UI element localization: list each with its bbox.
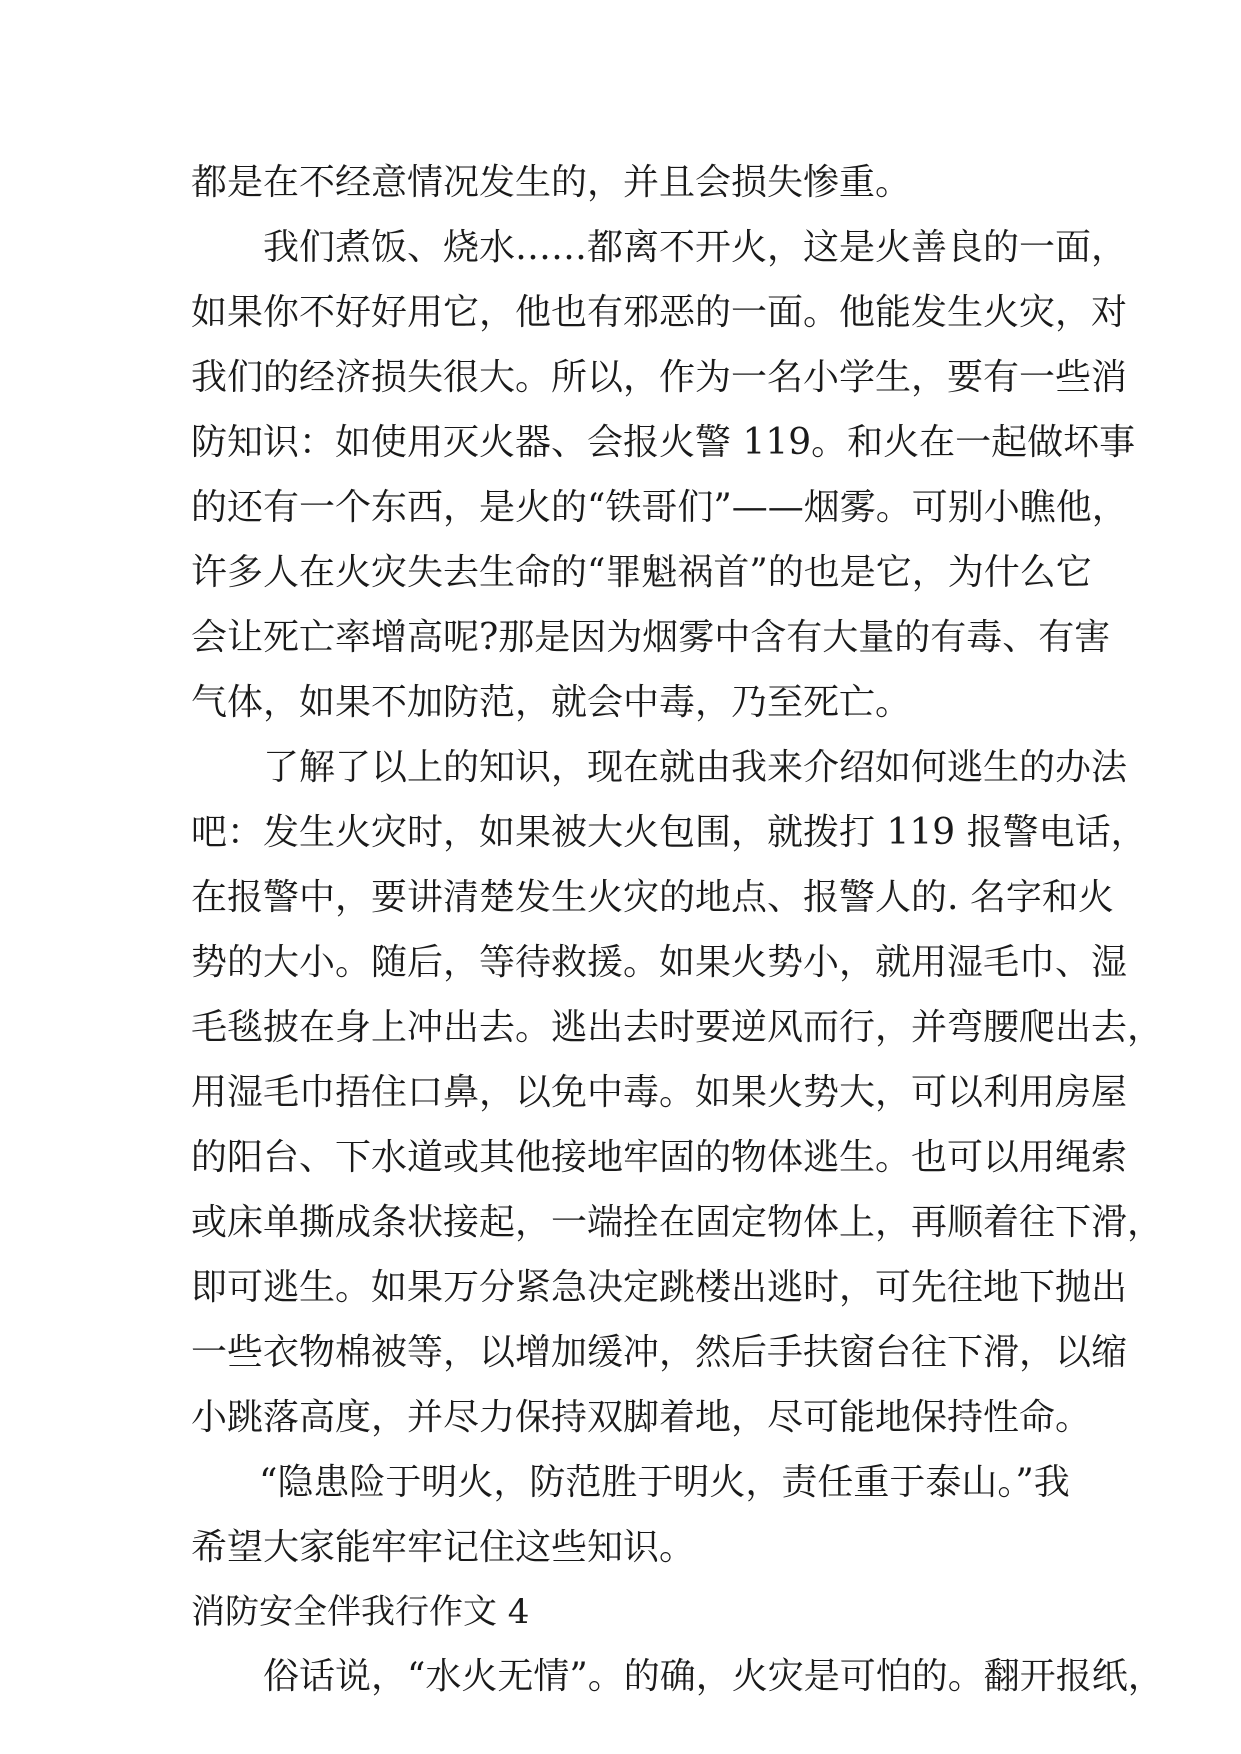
paragraph-line: 即可逃生。如果万分紧急决定跳楼出逃时，可先往地下抛出 xyxy=(191,1267,1128,1308)
paragraph-line: 了解了以上的知识，现在就由我来介绍如何逃生的办法 xyxy=(263,747,1128,788)
paragraph-line: 小跳落高度，并尽力保持双脚着地，尽可能地保持性命。 xyxy=(191,1397,1092,1438)
paragraph-line: 势的大小。随后，等待救援。如果火势小，就用湿毛巾、湿 xyxy=(191,942,1128,983)
paragraph-line: 气体，如果不加防范，就会中毒，乃至死亡。 xyxy=(191,682,912,723)
paragraph-line: 如果你不好好用它，他也有邪恶的一面。他能发生火灾，对 xyxy=(191,292,1128,333)
paragraph-line: 一些衣物棉被等，以增加缓冲，然后手扶窗台往下滑，以缩 xyxy=(191,1332,1128,1373)
section-heading: 消防安全伴我行作文 4 xyxy=(191,1592,530,1632)
paragraph-line: 在报警中，要讲清楚发生火灾的地点、报警人的. 名字和火 xyxy=(191,877,1114,918)
document-page xyxy=(191,150,1164,1709)
paragraph-line: 我们煮饭、烧水……都离不开火，这是火善良的一面， xyxy=(263,227,1128,268)
paragraph-line: 用湿毛巾捂住口鼻，以免中毒。如果火势大，可以利用房屋 xyxy=(191,1072,1128,1113)
paragraph-line: 或床单撕成条状接起，一端拴在固定物体上，再顺着往下滑， xyxy=(191,1202,1164,1243)
paragraph-line: 吧：发生火灾时，如果被大火包围，就拨打 119 报警电话， xyxy=(191,812,1147,853)
paragraph-line: 我们的经济损失很大。所以，作为一名小学生，要有一些消 xyxy=(191,357,1128,398)
paragraph-line: 的还有一个东西，是火的“铁哥们”——烟雾。可别小瞧他， xyxy=(191,487,1128,528)
paragraph-line: 的阳台、下水道或其他接地牢固的物体逃生。也可以用绳索 xyxy=(191,1137,1128,1178)
paragraph-line: 俗话说，“水火无情”。的确，火灾是可怕的。翻开报纸， xyxy=(263,1656,1164,1697)
paragraph-line: 许多人在火灾失去生命的“罪魁祸首”的也是它，为什么它 xyxy=(191,552,1092,593)
paragraph-line: 防知识：如使用灭火器、会报火警 119。和火在一起做坏事 xyxy=(191,422,1136,463)
paragraph-line: 希望大家能牢牢记住这些知识。 xyxy=(191,1527,696,1568)
paragraph-line: 会让死亡率增高呢?那是因为烟雾中含有大量的有毒、有害 xyxy=(191,617,1111,658)
paragraph-line: “隐患险于明火，防范胜于明火，责任重于泰山。”我 xyxy=(259,1462,1070,1503)
paragraph-line: 毛毯披在身上冲出去。逃出去时要逆风而行，并弯腰爬出去， xyxy=(191,1007,1164,1048)
paragraph-line: 都是在不经意情况发生的，并且会损失惨重。 xyxy=(191,162,912,203)
